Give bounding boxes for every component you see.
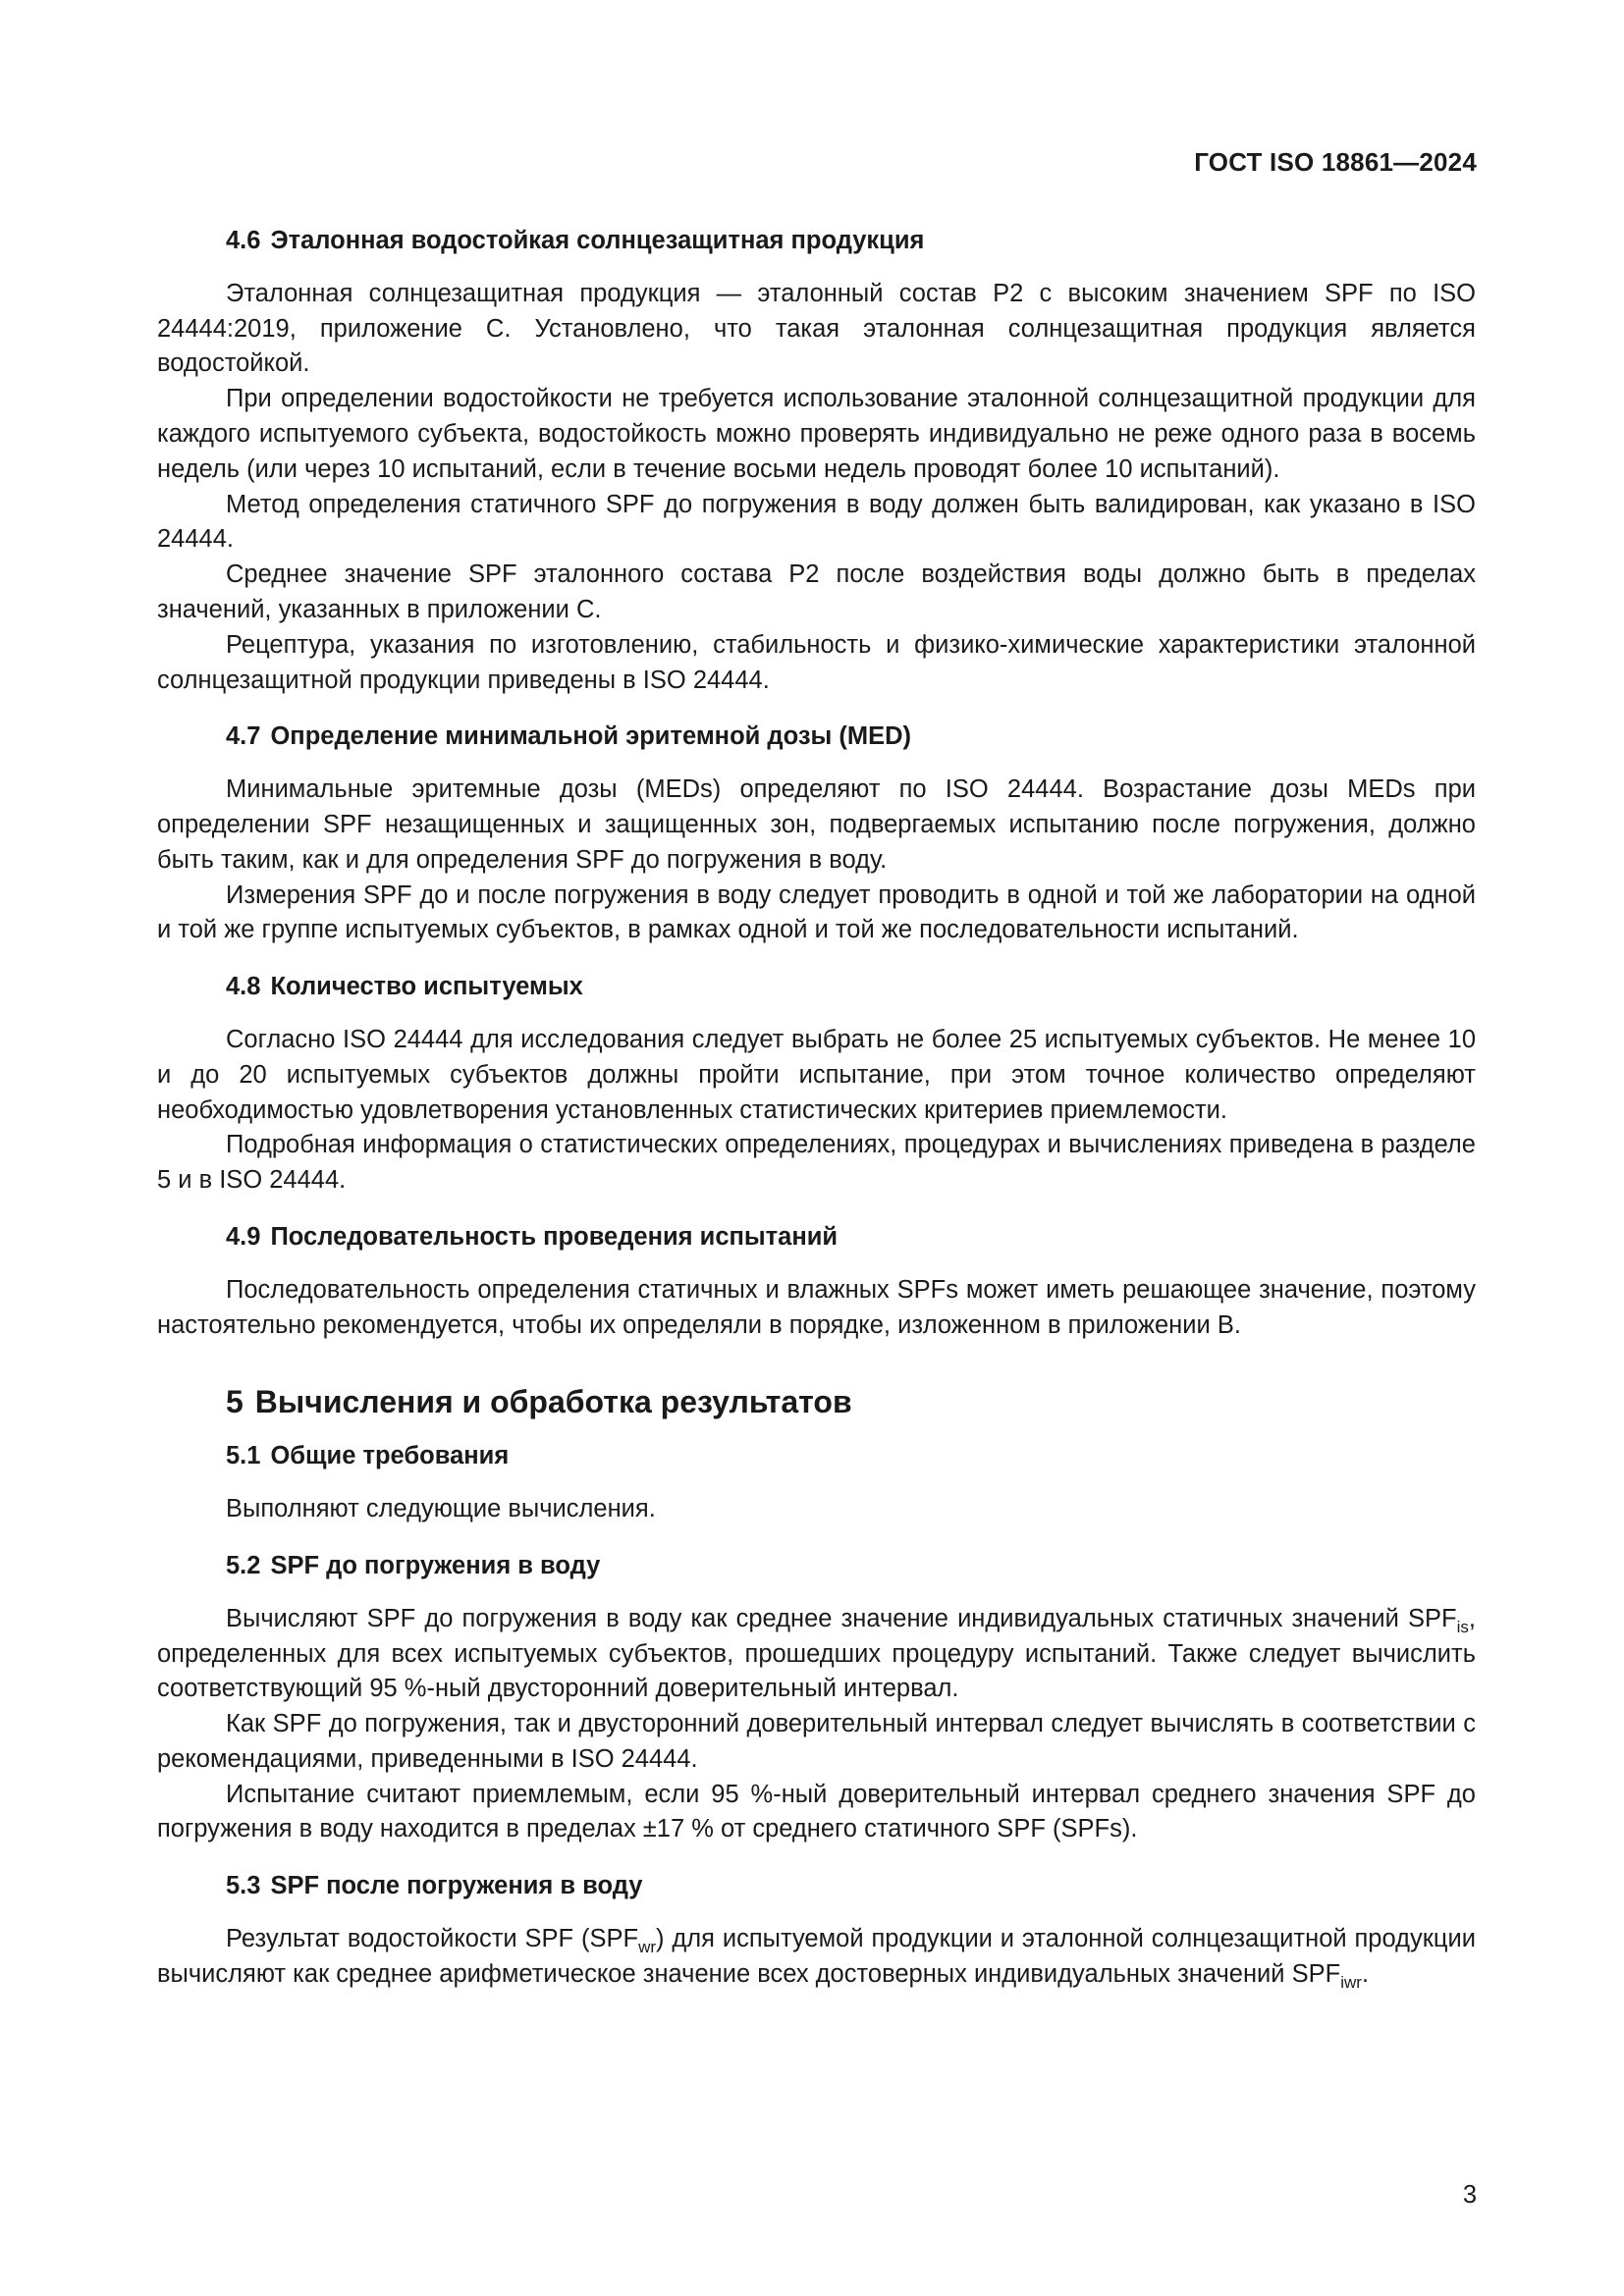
paragraph: Подробная информация о статистических определениях, процедурах и вычислениях приведена в разделе 5 и в ISO 24444. bbox=[157, 1131, 1476, 1195]
paragraph: Испытание считают приемлемым, если 95 %-ный доверительный интервал среднего значения SPF до погружения в воду находится в пределах ±17 % от среднего статичного SPF (SPFs). bbox=[157, 1780, 1476, 1843]
subsection-number: 5.2 bbox=[226, 1551, 261, 1579]
subsection-number: 4.9 bbox=[226, 1222, 261, 1251]
subsection-title: Последовательность проведения испытаний bbox=[270, 1222, 839, 1251]
subsection-heading-4-9 bbox=[157, 1220, 1476, 1255]
section-number: 5 bbox=[226, 1384, 244, 1420]
paragraph-spf-is bbox=[157, 1602, 1476, 1707]
section-title: Вычисления и обработка результатов bbox=[254, 1384, 852, 1420]
paragraph: При определении водостойкости не требуется использование эталонной солнцезащитной продукции для каждого испытуемого субъекта, водостойкость можно проверять индивидуально не реже одного раза в восемь недель (или через 10 испытаний, если в течение восьми недель проводят более 10 испытаний). bbox=[157, 385, 1476, 483]
subsection-number: 5.1 bbox=[226, 1442, 261, 1470]
subsection-title: SPF после погружения в воду bbox=[270, 1872, 643, 1900]
subsection-title: Общие требования bbox=[270, 1442, 510, 1470]
text-run: . bbox=[1361, 1959, 1370, 1988]
subsection-heading-5-2 bbox=[157, 1549, 1476, 1584]
text-run: Результат водостойкости SPF (SPF bbox=[226, 1925, 639, 1953]
text-run: , определенных для всех испытуемых субъектов, прошедших процедуру испытаний. Также следует вычислить соответствующий 95 %-ный двусторонний доверительный интервал. bbox=[157, 1604, 1476, 1703]
subsection-title: Количество испытуемых bbox=[270, 973, 583, 1001]
subsection-number: 5.3 bbox=[226, 1872, 261, 1900]
subscript: iwr bbox=[1340, 1972, 1362, 1992]
subsection-number: 4.6 bbox=[226, 227, 261, 254]
text-run: Вычисляют SPF до погружения в воду как среднее значение индивидуальных статичных значений SPF bbox=[226, 1604, 1457, 1632]
page-number: 3 bbox=[1462, 2181, 1477, 2209]
document-body bbox=[157, 224, 1476, 1993]
text-run: ) для испытуемой продукции и эталонной солнцезащитной продукции вычисляют как среднее арифметическое значение всех достоверных индивидуальных значений SPF bbox=[157, 1925, 1476, 1988]
paragraph: Последовательность определения статичных и влажных SPFs может иметь решающее значение, поэтому настоятельно рекомендуется, чтобы их определяли в порядке, изложенном в приложении В. bbox=[157, 1275, 1476, 1339]
subsection-heading-4-8 bbox=[157, 970, 1476, 1005]
paragraph: Среднее значение SPF эталонного состава Р2 после воздействия воды должно быть в пределах значений, указанных в приложении С. bbox=[157, 561, 1476, 623]
paragraph: Выполняют следующие вычисления. bbox=[226, 1495, 656, 1523]
subsection-heading-5-3 bbox=[157, 1869, 1476, 1904]
paragraph: Измерения SPF до и после погружения в воду следует проводить в одной и той же лаборатории на одной и той же группе испытуемых субъектов, в рамках одной и той же последовательности испытаний. bbox=[157, 881, 1476, 944]
paragraph: Метод определения статичного SPF до погружения в воду должен быть валидирован, как указано в ISO 24444. bbox=[157, 490, 1476, 554]
paragraph: Минимальные эритемные дозы (MEDs) определяют по ISO 24444. Возрастание дозы MEDs при определении SPF незащищенных и защищенных зон, подвергаемых испытанию после погружения, должно быть таким, как и для определения SPF до погружения в воду. bbox=[157, 775, 1476, 874]
subsection-title: SPF до погружения в воду bbox=[270, 1551, 601, 1579]
paragraph: Рецептура, указания по изготовлению, стабильность и физико-химические характеристики эталонной солнцезащитной продукции приведены в ISO 24444. bbox=[157, 630, 1476, 694]
subsection-number: 4.8 bbox=[226, 973, 261, 1001]
document-code-header: ГОСТ ISO 18861—2024 bbox=[1194, 147, 1477, 177]
paragraph: Как SPF до погружения, так и двусторонний доверительный интервал следует вычислять в соответствии с рекомендациями, приведенными в ISO 24444. bbox=[157, 1710, 1476, 1773]
paragraph-spf-wr bbox=[157, 1922, 1476, 1993]
subscript: is bbox=[1456, 1617, 1469, 1636]
subscript: wr bbox=[638, 1938, 657, 1957]
subsection-heading-4-7 bbox=[157, 720, 1476, 755]
section-heading-5 bbox=[157, 1382, 1476, 1421]
subsection-heading-5-1 bbox=[157, 1439, 1476, 1474]
subsection-heading-4-6 bbox=[157, 224, 1476, 259]
subsection-title: Определение минимальной эритемной дозы (MED) bbox=[270, 722, 912, 751]
subsection-number: 4.7 bbox=[226, 722, 261, 751]
paragraph: Эталонная солнцезащитная продукция — эталонный состав Р2 с высоким значением SPF по ISO 24444:2019, приложение С. Установлено, что такая эталонная солнцезащитная продукция является водостойкой. bbox=[157, 279, 1476, 378]
paragraph: Согласно ISO 24444 для исследования следует выбрать не более 25 испытуемых субъектов. Не менее 10 и до 20 испытуемых субъектов должны пройти испытание, при этом точное количество определяют необходимостью удовлетворения установленных статистических критериев приемлемости. bbox=[157, 1025, 1476, 1124]
subsection-title: Эталонная водостойкая солнцезащитная продукция bbox=[270, 227, 925, 254]
